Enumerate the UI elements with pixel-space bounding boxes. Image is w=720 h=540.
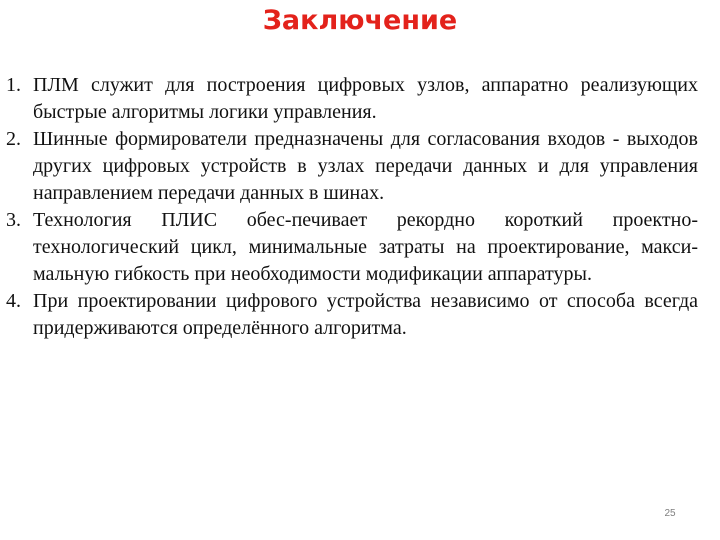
page-number: 25: [664, 508, 676, 519]
list-item: [6, 72, 698, 126]
list-item-text: Технология ПЛИС обес-печивает рекордно короткий проектно-технологический цикл, минимальные затраты на проектирование, макси-мальную гибкость при необходимости модификации аппаратуры.: [33, 209, 698, 285]
list-item-text: ПЛМ служит для построения цифровых узлов, аппаратно реализующих быстрые алгоритмы логики управления.: [33, 74, 698, 123]
list-item-text: Шинные формирователи предназначены для согласования входов - выходов других цифровых устройств в узлах передачи данных и для управления направлением передачи данных в шинах.: [33, 128, 698, 204]
list-item-number: 3.: [6, 209, 21, 231]
list-item: [6, 126, 698, 207]
list-item-text: При проектировании цифрового устройства независимо от способа всегда придерживаются определённого алгоритма.: [33, 290, 698, 339]
list-item-number: 2.: [6, 128, 21, 150]
list-item: [6, 207, 698, 288]
list-item-number: 1.: [6, 74, 21, 96]
conclusion-list: [6, 72, 698, 342]
list-item-number: 4.: [6, 290, 21, 312]
list-item: [6, 288, 698, 342]
slide-title: Заключение: [262, 5, 458, 36]
